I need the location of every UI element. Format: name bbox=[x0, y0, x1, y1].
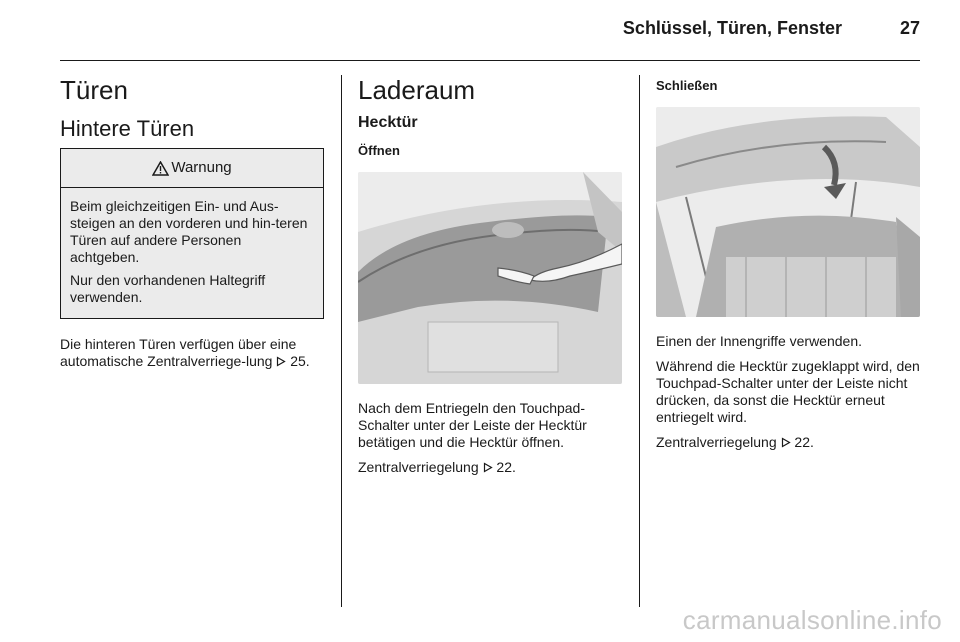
page-reference-icon bbox=[276, 356, 286, 367]
page-reference-link[interactable]: 25. bbox=[290, 353, 310, 369]
watermark: carmanualsonline.info bbox=[682, 605, 942, 635]
subheading-hintere-tueren: Hintere Türen bbox=[60, 116, 195, 141]
body-paragraph: Während die Hecktür zugeklappt wird, den Touchpad-Schalter unter der Leiste nicht drücken, da sonst die Hecktür erneut entriegelt wird. bbox=[656, 358, 920, 425]
paragraph-text: Zentralverriegelung bbox=[656, 434, 777, 450]
warning-header bbox=[61, 149, 323, 188]
warning-body bbox=[61, 188, 323, 318]
paragraph-text: Zentralverriegelung bbox=[358, 459, 479, 475]
body-paragraph bbox=[60, 336, 324, 370]
header-rule bbox=[60, 60, 920, 61]
column-divider bbox=[639, 75, 640, 607]
warning-title: Warnung bbox=[171, 159, 232, 176]
warning-text: Beim gleichzeitigen Ein- und Aus-steigen an den vorderen und hin-teren Türen auf andere Personen achtgeben. bbox=[70, 198, 308, 265]
column-right bbox=[656, 72, 920, 451]
tailgate-open-illustration bbox=[358, 172, 622, 384]
page-reference-icon bbox=[781, 437, 791, 448]
warning-text: Nur den vorhandenen Haltegriff verwenden. bbox=[70, 272, 266, 305]
page-reference-icon bbox=[483, 462, 493, 473]
body-paragraph bbox=[358, 459, 622, 476]
warning-box bbox=[60, 148, 324, 319]
page-header-title: Schlüssel, Türen, Fenster bbox=[622, 18, 842, 38]
page-reference-link[interactable]: 22. bbox=[794, 434, 814, 450]
warning-triangle-icon bbox=[152, 161, 169, 176]
subsubheading-schliessen: Schließen bbox=[656, 78, 718, 93]
column-left bbox=[60, 72, 324, 370]
section-heading-tueren: Türen bbox=[60, 75, 128, 105]
column-middle bbox=[358, 72, 622, 476]
paragraph-text: Die hinteren Türen verfügen über eine automatische Zentralverriege-lung bbox=[60, 336, 297, 369]
section-heading-laderaum: Laderaum bbox=[358, 75, 476, 105]
page-number: 27 bbox=[899, 18, 920, 38]
body-paragraph: Einen der Innengriffe verwenden. bbox=[656, 333, 862, 349]
subsubheading-oeffnen: Öffnen bbox=[358, 143, 400, 158]
body-paragraph bbox=[656, 434, 920, 451]
column-divider bbox=[341, 75, 342, 607]
tailgate-close-illustration bbox=[656, 107, 920, 317]
subheading-hecktuer: Hecktür bbox=[358, 114, 418, 131]
body-paragraph: Nach dem Entriegeln den Touchpad-Schalter unter der Leiste der Hecktür betätigen und die Hecktür öffnen. bbox=[358, 400, 587, 450]
page-reference-link[interactable]: 22. bbox=[496, 459, 516, 475]
